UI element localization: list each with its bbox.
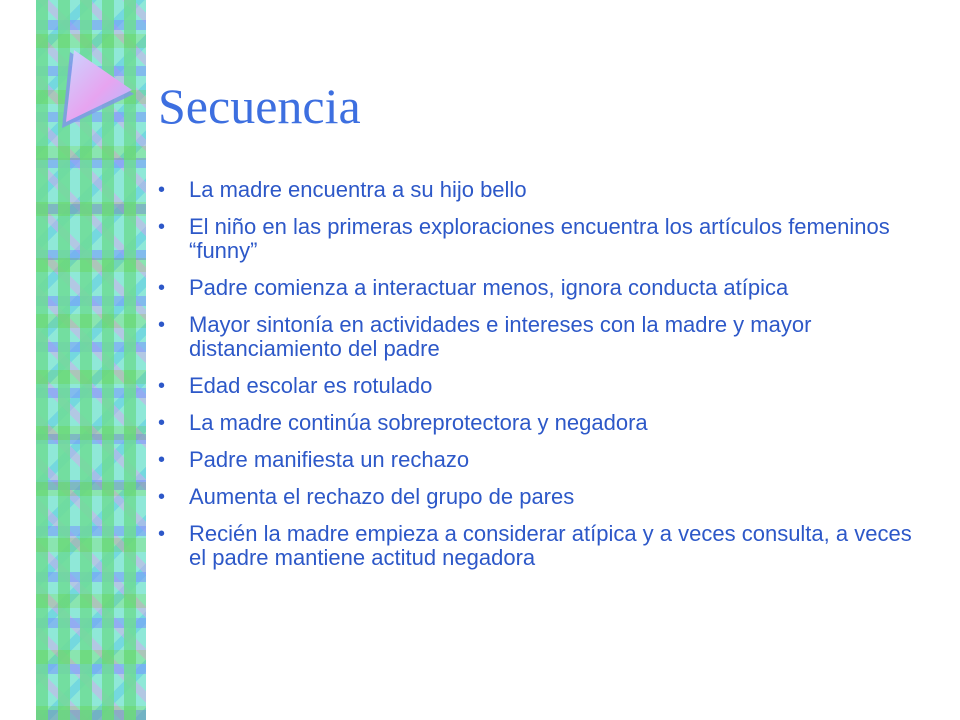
bullet-text: Edad escolar es rotulado: [189, 373, 433, 398]
bullet-item: [154, 448, 934, 472]
bullet-item: [154, 178, 934, 202]
bullet-icon: •: [158, 449, 166, 471]
bullet-text: Padre comienza a interactuar menos, ignora conducta atípica: [189, 275, 789, 300]
bullet-icon: •: [158, 523, 166, 545]
bullet-text: Mayor sintonía en actividades e intereses con la madre y mayor distanciamiento del padre: [189, 312, 812, 361]
triangle-arrow-icon: [58, 48, 138, 132]
bullet-item: [154, 313, 934, 361]
bullet-icon: •: [158, 375, 166, 397]
left-margin: [0, 0, 36, 720]
bullet-text: Recién la madre empieza a considerar atípica y a veces consulta, a veces el padre mantiene actitud negadora: [189, 521, 912, 570]
bullet-icon: •: [158, 277, 166, 299]
bullet-text: La madre encuentra a su hijo bello: [189, 177, 527, 202]
bullet-icon: •: [158, 412, 166, 434]
bullet-icon: •: [158, 486, 166, 508]
bullet-item: [154, 522, 934, 570]
bullet-item: [154, 411, 934, 435]
bullet-item: [154, 215, 934, 263]
bullet-text: El niño en las primeras exploraciones encuentra los artículos femeninos “funny”: [189, 214, 890, 263]
bullet-icon: •: [158, 314, 166, 336]
bullet-item: [154, 485, 934, 509]
slide-title: Secuencia: [158, 78, 361, 134]
triangle-arrow-graphic: [58, 48, 138, 132]
bullet-icon: •: [158, 216, 166, 238]
bullet-item: [154, 374, 934, 398]
bullet-text: La madre continúa sobreprotectora y negadora: [189, 410, 648, 435]
bullet-icon: •: [158, 179, 166, 201]
bullet-text: Aumenta el rechazo del grupo de pares: [189, 484, 575, 509]
bullet-list: [154, 178, 934, 583]
bullet-item: [154, 276, 934, 300]
bullet-text: Padre manifiesta un rechazo: [189, 447, 470, 472]
